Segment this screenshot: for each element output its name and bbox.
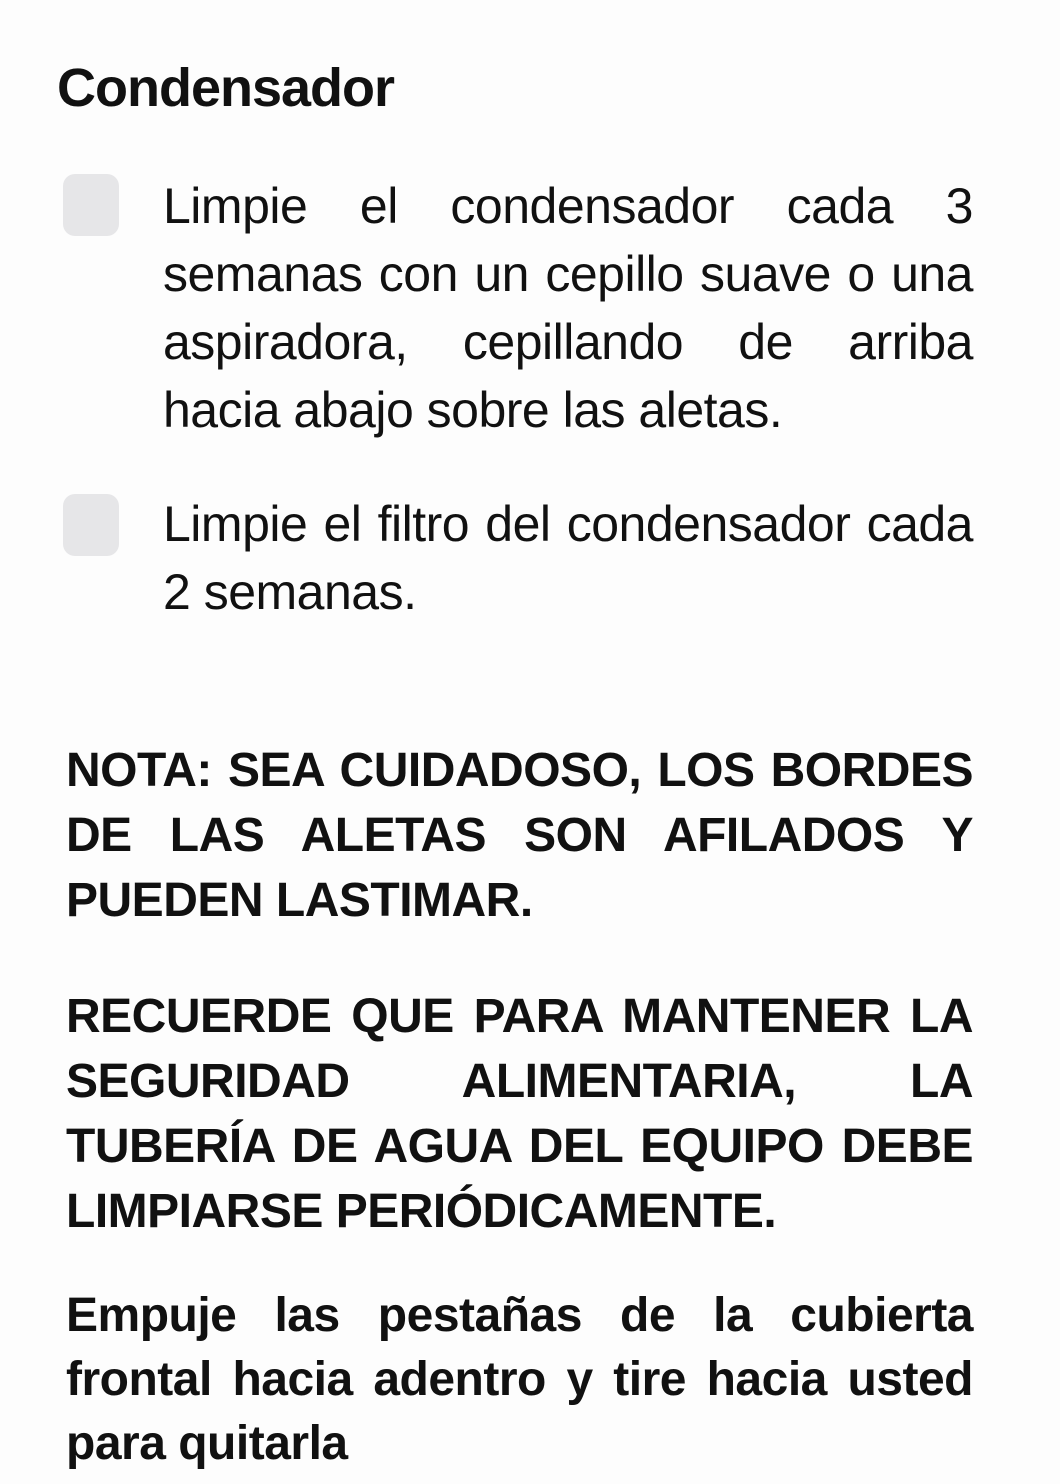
checklist-item-label: Limpie el filtro del condensador cada 2 semanas.	[163, 496, 973, 620]
section-title: Condensador	[57, 58, 395, 118]
instruction-text: Empuje las pestañas de la cubierta frontal hacia adentro y tire hacia usted para quitarla	[66, 1289, 973, 1470]
checklist-item-label: Limpie el condensador cada 3 semanas con un cepillo suave o una aspiradora, cepillando de arriba hacia abajo sobre las aletas.	[163, 178, 973, 438]
checkbox[interactable]	[63, 494, 119, 556]
warning-note: NOTA: SEA CUIDADOSO, LOS BORDES DE LAS ALETAS SON AFILADOS Y PUEDEN LASTIMAR.	[66, 744, 973, 927]
checkbox[interactable]	[63, 174, 119, 236]
reminder-note: RECUERDE QUE PARA MANTENER LA SEGURIDAD ALIMENTARIA, LA TUBERÍA DE AGUA DEL EQUIPO DEBE LIMPIARSE PERIÓDICAMENTE.	[66, 990, 973, 1238]
